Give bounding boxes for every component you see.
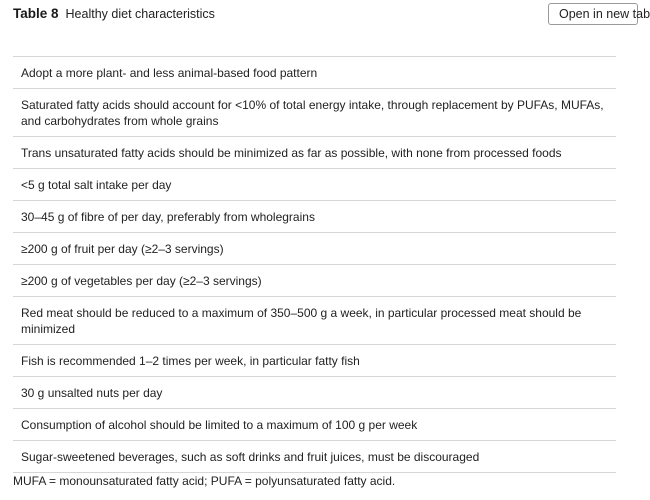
table-row (13, 137, 616, 169)
table-row (13, 297, 616, 345)
table-row (13, 89, 616, 137)
table-cell: Red meat should be reduced to a maximum of 350–500 g a week, in particular processed meat should be minimized (13, 297, 616, 345)
table-row (13, 345, 616, 377)
table-cell: Consumption of alcohol should be limited to a maximum of 100 g per week (13, 409, 616, 441)
table-row (13, 169, 616, 201)
diet-table (13, 56, 616, 473)
table-footnote: MUFA = monounsaturated fatty acid; PUFA = polyunsaturated fatty acid. (13, 474, 396, 488)
table-cell: ≥200 g of fruit per day (≥2–3 servings) (13, 233, 616, 265)
table-cell: Fish is recommended 1–2 times per week, in particular fatty fish (13, 345, 616, 377)
table-row (13, 233, 616, 265)
table-cell: <5 g total salt intake per day (13, 169, 616, 201)
table-row (13, 409, 616, 441)
table-header (13, 6, 215, 24)
table-caption: Healthy diet characteristics (65, 7, 215, 21)
table-cell: 30–45 g of fibre of per day, preferably from wholegrains (13, 201, 616, 233)
table-label: Table 8 (13, 6, 59, 21)
table-cell: Saturated fatty acids should account for <10% of total energy intake, through replacement by PUFAs, MUFAs, and carbohydrates from whole grains (13, 89, 616, 137)
table-cell: Adopt a more plant- and less animal-based food pattern (13, 57, 616, 89)
table-cell: ≥200 g of vegetables per day (≥2–3 servings) (13, 265, 616, 297)
table-row (13, 265, 616, 297)
table-row (13, 57, 616, 89)
table-cell: 30 g unsalted nuts per day (13, 377, 616, 409)
table-cell: Trans unsaturated fatty acids should be minimized as far as possible, with none from processed foods (13, 137, 616, 169)
open-in-new-tab-button[interactable]: Open in new tab (548, 3, 638, 25)
table-cell: Sugar-sweetened beverages, such as soft drinks and fruit juices, must be discouraged (13, 441, 616, 473)
table-row (13, 201, 616, 233)
table-row (13, 441, 616, 473)
table-row (13, 377, 616, 409)
